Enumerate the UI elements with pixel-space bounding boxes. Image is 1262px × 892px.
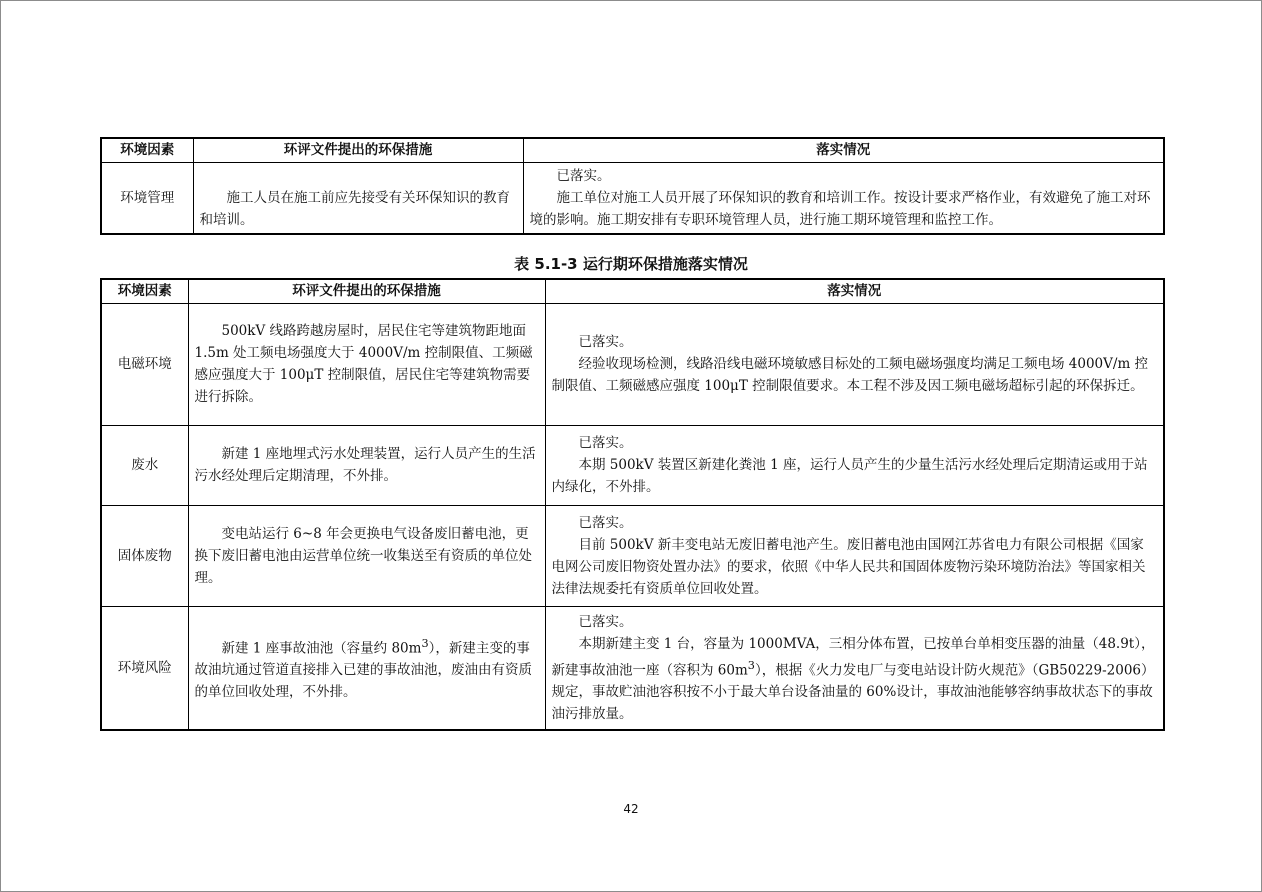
table-row: [101, 162, 1164, 234]
operation-measures-table: [100, 278, 1165, 731]
factor-cell: 电磁环境: [101, 303, 188, 425]
measure-text: 变电站运行 6~8 年会更换电气设备废旧蓄电池，更换下废旧蓄电池由运营单位统一收集送至有资质的单位处理。: [194, 525, 532, 586]
measure-text-part: 新建 1 座事故油池（容量约 80m: [221, 640, 422, 656]
measure-cell: [188, 425, 545, 505]
status-line: 经验收现场检测，线路沿线电磁环境敏感目标处的工频电磁场强度均满足工频电场 4000V/m 控制限值、工频磁感应强度 100μT 控制限值要求。本工程不涉及因工频电磁场超标引起的环保拆迁。: [551, 356, 1149, 394]
superscript: 3: [747, 658, 755, 672]
factor-cell: 固体废物: [101, 505, 188, 606]
header-status: 落实情况: [523, 138, 1164, 162]
measure-text: 新建 1 座地埋式污水处理装置，运行人员产生的生活污水经处理后定期清理，不外排。: [194, 446, 536, 484]
status-line: 已落实。: [578, 514, 633, 531]
status-line: [552, 633, 1158, 726]
table-row: [101, 606, 1164, 730]
header-status: 落实情况: [545, 279, 1164, 303]
superscript: 3: [421, 636, 429, 650]
status-cell: [545, 425, 1164, 505]
status-cell: [545, 505, 1164, 606]
table-caption: 表 5.1-3 运行期环保措施落实情况: [514, 255, 748, 273]
header-factor: 环境因素: [101, 279, 188, 303]
status-text-part: ），根据《火力发电厂与变电站设计防火规范》（GB50229-2006）规定，事故贮油池容积按不小于最大单台设备油量的 60%设计，事故油池能够容纳事故状态下的事故油污排放量。: [551, 662, 1155, 722]
header-measure: 环评文件提出的环保措施: [188, 279, 545, 303]
status-cell: [523, 162, 1164, 234]
measure-cell: [188, 303, 545, 425]
status-line: 目前 500kV 新丰变电站无废旧蓄电池产生。废旧蓄电池由国网江苏省电力有限公司根据《国家电网公司废旧物资处置办法》的要求，依照《中华人民共和国固体废物污染环境防治法》等国家相关法律法规委托有资质单位回收处置。: [551, 536, 1146, 597]
table-header-row: [101, 138, 1164, 162]
status-cell: [545, 606, 1164, 730]
status-line: 已落实。: [578, 334, 633, 350]
measure-text: 施工人员在施工前应先接受有关环保知识的教育和培训。: [199, 190, 510, 228]
measure-text-part: ），新建主变的事故油坑通过管道直接排入已建的事故油池，废油由有资质的单位回收处理，不外排。: [194, 640, 532, 700]
status-line: 施工单位对施工人员开展了环保知识的教育和培训工作。按设计要求严格作业，有效避免了施工对环境的影响。施工期安排有专职环境管理人员，进行施工期环境管理和监控工作。: [529, 189, 1151, 228]
construction-measures-table: [100, 137, 1165, 235]
factor-cell: 环境管理: [101, 162, 193, 234]
table-row: [101, 425, 1164, 505]
factor-cell: 废水: [101, 425, 188, 505]
status-line: 已落实。: [556, 167, 611, 184]
header-measure: 环评文件提出的环保措施: [193, 138, 523, 162]
measure-cell: [188, 606, 545, 730]
status-line: 已落实。: [578, 435, 633, 451]
measure-text: 500kV 线路跨越房屋时，居民住宅等建筑物距地面 1.5m 处工频电场强度大于 4000V/m 控制限值、工频磁感应强度大于 100μT 控制限值，居民住宅等建筑物需要进行拆除。: [194, 323, 533, 405]
status-cell: [545, 303, 1164, 425]
measure-text: [195, 633, 539, 704]
status-line: 已落实。: [578, 613, 633, 630]
table-header-row: [101, 279, 1164, 303]
page-number: 42: [623, 802, 639, 816]
measure-cell: [188, 505, 545, 606]
status-line: 本期 500kV 装置区新建化粪池 1 座，运行人员产生的少量生活污水经处理后定期清运或用于站内绿化，不外排。: [551, 457, 1148, 495]
factor-cell: 环境风险: [101, 606, 188, 730]
table-row: [101, 303, 1164, 425]
status-text-part: 本期新建主变 1 台，容量为 1000MVA，三相分体布置，已按单台单相变压器的油量（48.9t），新建事故油池一座（容积为 60m: [551, 635, 1155, 678]
header-factor: 环境因素: [101, 138, 193, 162]
measure-cell: [193, 162, 523, 234]
table-row: [101, 505, 1164, 606]
